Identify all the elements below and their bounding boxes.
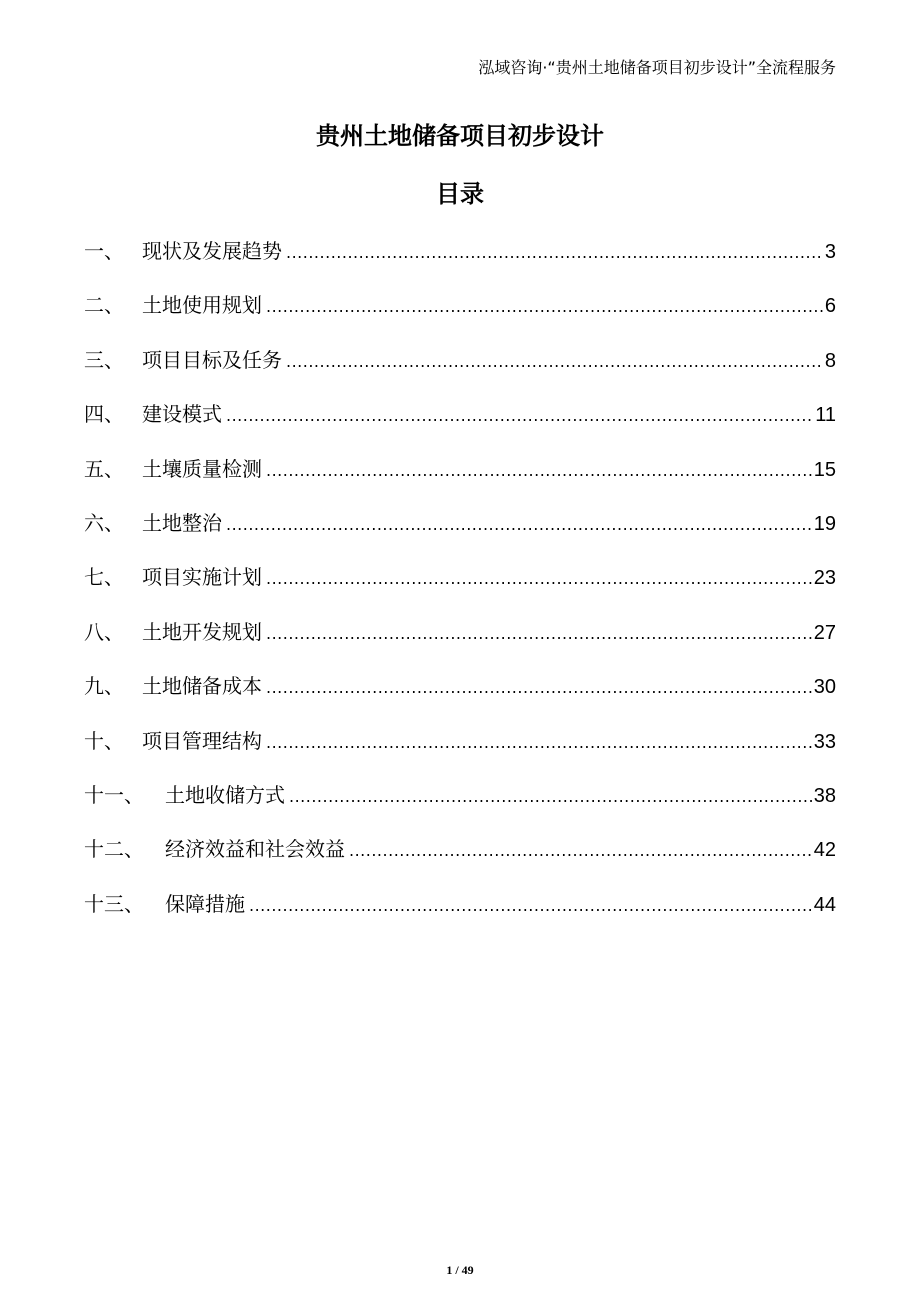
toc-entry-page: 3 — [824, 241, 836, 263]
toc-entry-title: 土地使用规划 — [142, 293, 262, 318]
toc-entry-title: 土地整治 — [142, 510, 222, 535]
toc-dot-leader — [286, 350, 823, 374]
toc-entry-title: 土壤质量检测 — [142, 456, 262, 481]
toc-heading: 目录 — [436, 180, 484, 208]
toc-entry-page: 44 — [813, 893, 836, 916]
toc-entry-title: 保障措施 — [165, 891, 245, 916]
toc-dot-leader — [266, 567, 812, 591]
toc-entry-number: 十二、 — [84, 837, 144, 862]
toc-entry[interactable] — [84, 776, 836, 830]
page-header: 泓域咨询·“贵州土地储备项目初步设计”全流程服务 — [478, 58, 836, 77]
toc-entry-page: 42 — [813, 839, 836, 862]
document-title: 贵州土地储备项目初步设计 — [316, 122, 604, 150]
toc-entry[interactable] — [84, 667, 836, 721]
toc-entry-number: 三、 — [84, 347, 124, 372]
toc-entry-number: 五、 — [84, 456, 124, 481]
toc-dot-leader — [266, 459, 812, 483]
toc-entry[interactable] — [84, 232, 836, 286]
toc-entry-number: 十一、 — [84, 782, 144, 807]
toc-dot-leader — [226, 404, 813, 428]
toc-entry[interactable] — [84, 613, 836, 667]
toc-entry-page: 27 — [813, 621, 836, 644]
toc-dot-leader — [249, 894, 812, 918]
toc-entry[interactable] — [84, 830, 836, 884]
toc-entry-title: 土地收储方式 — [165, 782, 285, 807]
toc-entry-title: 土地开发规划 — [142, 619, 262, 644]
page-number-footer: 1 / 49 — [446, 1263, 474, 1277]
toc-entry-number: 六、 — [84, 510, 124, 535]
toc-entry[interactable] — [84, 450, 836, 504]
toc-entry-title: 项目目标及任务 — [142, 347, 282, 372]
toc-entry-page: 6 — [824, 295, 836, 318]
toc-entry-title: 经济效益和社会效益 — [165, 837, 345, 862]
toc-dot-leader — [289, 785, 812, 809]
toc-dot-leader — [226, 513, 812, 537]
toc-entry-page: 23 — [813, 567, 836, 590]
toc-entry-number: 九、 — [84, 674, 124, 699]
toc-dot-leader — [266, 295, 823, 319]
toc-dot-leader — [266, 731, 812, 755]
toc-entry-title: 现状及发展趋势 — [142, 239, 282, 263]
toc-entry-page: 38 — [813, 784, 836, 807]
toc-dot-leader — [266, 622, 812, 646]
toc-entry[interactable] — [84, 885, 836, 939]
toc-entry-number: 八、 — [84, 619, 124, 644]
toc-entry[interactable] — [84, 722, 836, 776]
toc-dot-leader — [266, 676, 812, 700]
toc-entry-title: 项目实施计划 — [142, 565, 262, 590]
toc-dot-leader — [286, 241, 823, 265]
toc-entry-page: 15 — [813, 458, 836, 481]
toc-entry-number: 十三、 — [84, 891, 144, 916]
toc-entry-page: 11 — [815, 404, 836, 427]
toc-entry-title: 建设模式 — [142, 402, 222, 427]
toc-entry-page: 8 — [824, 349, 836, 372]
toc-entry-page: 33 — [813, 730, 836, 753]
toc-entry-page: 19 — [813, 512, 836, 535]
toc-entry-page: 30 — [813, 676, 836, 699]
table-of-contents — [84, 232, 836, 939]
toc-entry-number: 十、 — [84, 728, 124, 753]
toc-entry[interactable] — [84, 286, 836, 340]
toc-entry-number: 一、 — [84, 239, 124, 263]
toc-entry-title: 项目管理结构 — [142, 728, 262, 753]
toc-dot-leader — [349, 839, 812, 863]
toc-entry-number: 四、 — [84, 402, 124, 427]
toc-entry[interactable] — [84, 558, 836, 612]
toc-entry[interactable] — [84, 395, 836, 449]
toc-entry[interactable] — [84, 341, 836, 395]
toc-entry-number: 二、 — [84, 293, 124, 318]
toc-entry-number: 七、 — [84, 565, 124, 590]
toc-entry[interactable] — [84, 504, 836, 558]
toc-entry-title: 土地储备成本 — [142, 674, 262, 699]
